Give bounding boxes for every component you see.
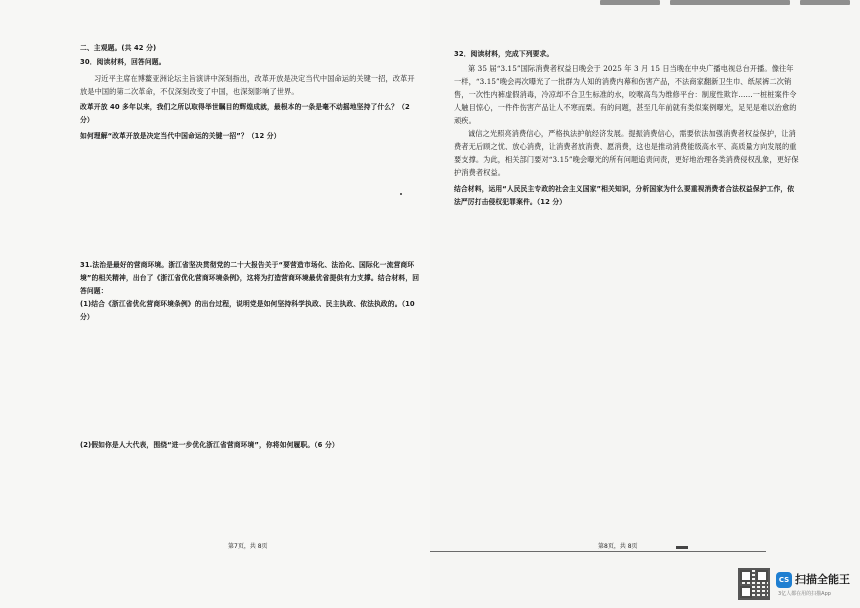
scanner-badge: [738, 568, 856, 602]
top-edge-artifact: [600, 0, 860, 8]
q32-question: 结合材料，运用“人民民主专政的社会主义国家”相关知识，分析国家为什么要重视消费者合法权益保护工作，依法严厉打击侵权犯罪案件。（12 分）: [454, 185, 795, 206]
cs-logo-icon: CS: [776, 572, 792, 588]
q32-material-2: 诚信之光照亮消费信心，严格执法护航经济发展。提振消费信心，需要依法加强消费者权益保护，让消费者无后顾之忧、放心消费，让消费者放消费、愿消费，这也是推动消费能级高水平、高质量方向发展的重要支撑。为此，相关部门要对“3.15”晚会曝光的所有问题追责问责，更好地治理各类消费侵权乱象，更好保护消费者权益。: [454, 129, 799, 177]
q30-material: 习近平主席在博鳌亚洲论坛主旨演讲中深刻指出，改革开放是决定当代中国命运的关键一招，改革开放是中国的第二次革命，不仅深刻改变了中国，也深刻影响了世界。: [80, 74, 415, 96]
qr-code-icon: [738, 568, 770, 600]
bottom-rule: [430, 551, 766, 552]
page-mark: [676, 546, 688, 549]
scanner-app-name: 扫描全能王: [795, 573, 850, 586]
q32-material-1: 第 35 届“3.15”国际消费者权益日晚会于 2025 年 3 月 15 日当晚在中央广播电视总台开播。像往年一样，“3.15”晚会再次曝光了一批群为人知的消费内幕和伤害产品，不法商家翻新卫生巾、纸尿裤二次销售，一次性内裤虚假消毒，冷凉却不合卫生标准的水，咬喉高鸟为维修平台：制度性欺诈……一桩桩案件令人触目惊心，一件件伤害产品让人不寒而栗。有的问题，甚至几年前就有类似案例曝光，足见是难以治愈的顽疾。: [454, 64, 797, 125]
scanner-tagline: 3亿人都在用的扫描App: [778, 591, 831, 597]
scan-dot: [400, 193, 402, 195]
left-page-footer: 第7页，共 8页: [228, 543, 268, 550]
q30-question: 如何理解“改革开放是决定当代中国命运的关键一招”？（12 分）: [80, 132, 281, 140]
right-page: [430, 0, 860, 608]
q31-part1: (1)结合《浙江省优化营商环境条例》的出台过程，说明党是如何坚持科学执政、民主执政、依法执政的。（10 分）: [80, 300, 415, 321]
q30-heading: 30．阅读材料，回答问题。: [80, 58, 166, 66]
right-page-footer: 第8页，共 8页: [598, 543, 638, 550]
section-title: 二、主观题。(共 42 分): [80, 44, 157, 52]
q31-part2: (2)假如你是人大代表，围绕“进一步优化浙江省营商环境”，你将如何履职。（6 分）: [80, 441, 339, 449]
q31-intro: 31.法治是最好的营商环境。浙江省坚决贯彻党的二十大报告关于“要营造市场化、法治化、国际化一流营商环境”的相关精神，出台了《浙江省优化营商环境条例》，这将为打造营商环境最优省提供有力支撑。结合材料，回答问题：: [80, 261, 420, 295]
q32-heading: 32．阅读材料，完成下列要求。: [454, 50, 554, 58]
q30-text: 改革开放 40 多年以来，我们之所以取得举世瞩目的辉煌成就，最根本的一条是毫不动摇地坚持了什么？（2 分）: [80, 103, 410, 124]
